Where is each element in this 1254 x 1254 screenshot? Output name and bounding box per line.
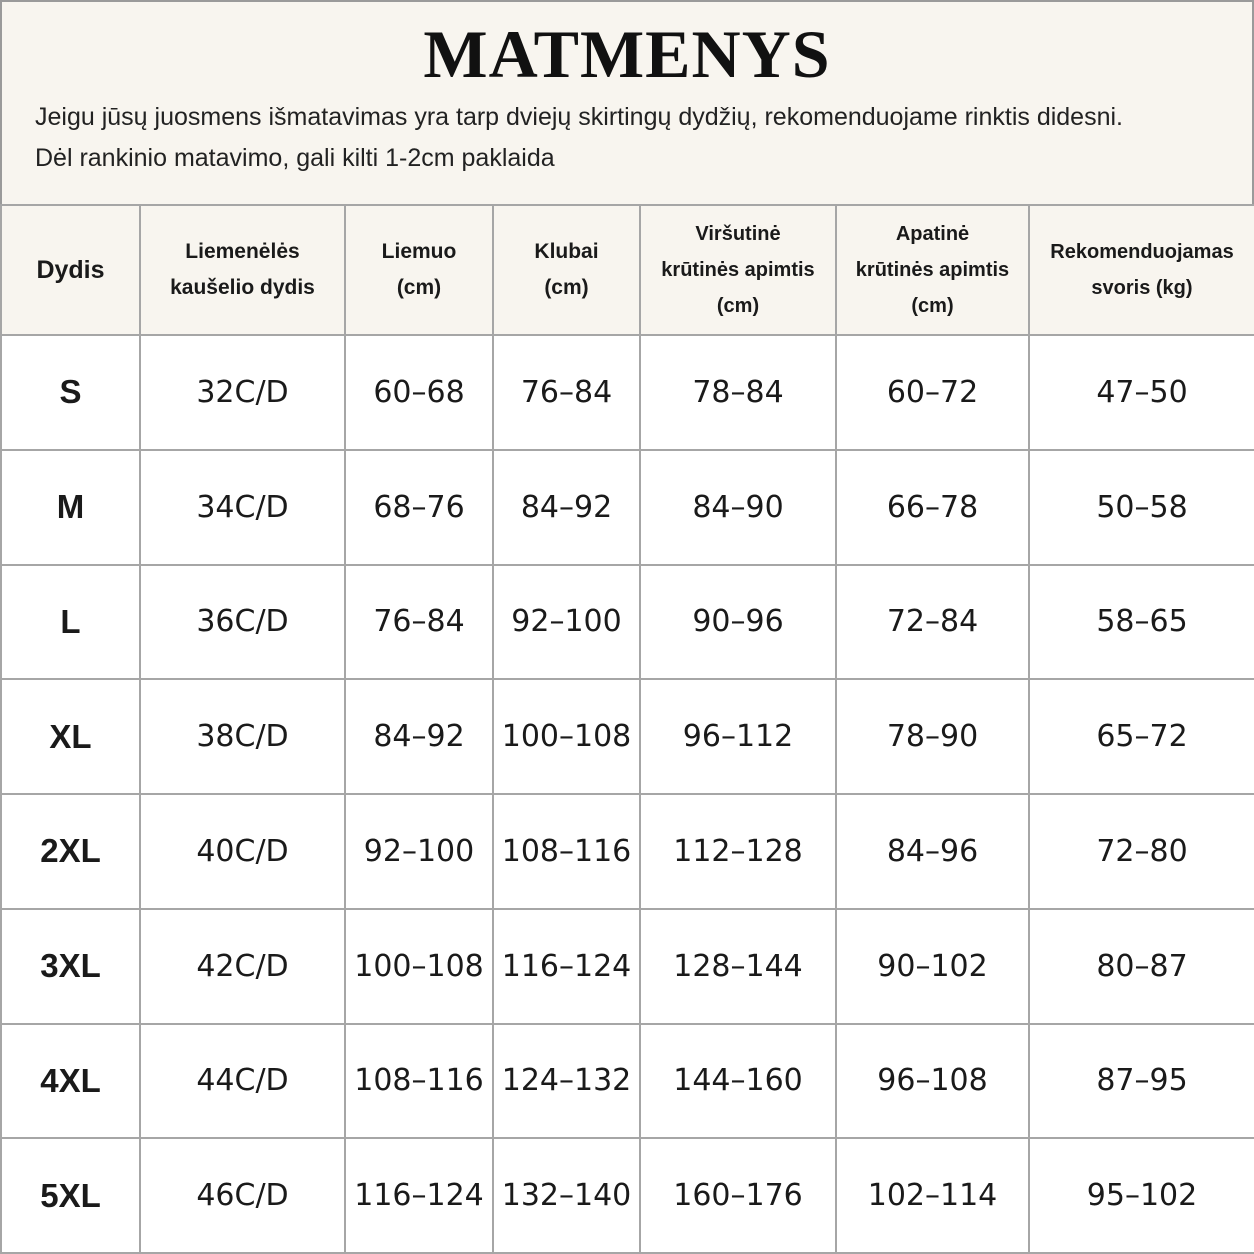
cell-waist: 116–124 (345, 1138, 493, 1253)
table-row (1, 794, 1254, 909)
cell-upper-bust: 78–84 (640, 335, 836, 450)
cell-size: 5XL (1, 1138, 140, 1253)
table-body (1, 335, 1254, 1253)
cell-weight: 65–72 (1029, 679, 1254, 794)
cell-size: 3XL (1, 909, 140, 1024)
table-header-row (1, 205, 1254, 335)
size-table (0, 204, 1254, 1254)
cell-weight: 95–102 (1029, 1138, 1254, 1253)
page-title: MATMENYS (423, 16, 831, 92)
cell-cup-size: 40C/D (140, 794, 345, 909)
table-row (1, 565, 1254, 680)
column-header-size: Dydis (1, 205, 140, 335)
table-row (1, 1138, 1254, 1253)
cell-cup-size: 34C/D (140, 450, 345, 565)
cell-cup-size: 36C/D (140, 565, 345, 680)
cell-hips: 108–116 (493, 794, 640, 909)
cell-hips: 132–140 (493, 1138, 640, 1253)
cell-under-bust: 78–90 (836, 679, 1029, 794)
cell-weight: 80–87 (1029, 909, 1254, 1024)
cell-size: 4XL (1, 1024, 140, 1139)
cell-under-bust: 72–84 (836, 565, 1029, 680)
table-row (1, 909, 1254, 1024)
cell-hips: 100–108 (493, 679, 640, 794)
size-advice-note: Jeigu jūsų juosmens išmatavimas yra tarp dviejų skirtingų dydžių, rekomenduojame rinktis didesni. (35, 103, 1123, 131)
cell-under-bust: 96–108 (836, 1024, 1029, 1139)
cell-size: XL (1, 679, 140, 794)
cell-upper-bust: 144–160 (640, 1024, 836, 1139)
column-header-weight: Rekomenduojamas svoris (kg) (1029, 205, 1254, 335)
cell-under-bust: 90–102 (836, 909, 1029, 1024)
cell-cup-size: 38C/D (140, 679, 345, 794)
cell-waist: 84–92 (345, 679, 493, 794)
column-header-cup-size: Liemenėlės kaušelio dydis (140, 205, 345, 335)
cell-upper-bust: 160–176 (640, 1138, 836, 1253)
cell-hips: 124–132 (493, 1024, 640, 1139)
cell-cup-size: 44C/D (140, 1024, 345, 1139)
cell-waist: 100–108 (345, 909, 493, 1024)
table-row (1, 450, 1254, 565)
cell-upper-bust: 112–128 (640, 794, 836, 909)
cell-cup-size: 32C/D (140, 335, 345, 450)
cell-upper-bust: 90–96 (640, 565, 836, 680)
column-header-waist: Liemuo (cm) (345, 205, 493, 335)
cell-under-bust: 66–78 (836, 450, 1029, 565)
cell-hips: 76–84 (493, 335, 640, 450)
table-row (1, 1024, 1254, 1139)
cell-upper-bust: 96–112 (640, 679, 836, 794)
cell-weight: 50–58 (1029, 450, 1254, 565)
cell-size: S (1, 335, 140, 450)
column-header-under-bust: Apatinė krūtinės apimtis (cm) (836, 205, 1029, 335)
cell-under-bust: 60–72 (836, 335, 1029, 450)
cell-weight: 87–95 (1029, 1024, 1254, 1139)
cell-weight: 47–50 (1029, 335, 1254, 450)
cell-under-bust: 102–114 (836, 1138, 1029, 1253)
cell-upper-bust: 84–90 (640, 450, 836, 565)
cell-weight: 58–65 (1029, 565, 1254, 680)
table-row (1, 335, 1254, 450)
measurement-tolerance-note: Dėl rankinio matavimo, gali kilti 1-2cm paklaida (35, 144, 555, 172)
cell-size: L (1, 565, 140, 680)
cell-weight: 72–80 (1029, 794, 1254, 909)
size-chart-header (0, 0, 1254, 204)
cell-hips: 92–100 (493, 565, 640, 680)
cell-cup-size: 46C/D (140, 1138, 345, 1253)
cell-under-bust: 84–96 (836, 794, 1029, 909)
cell-size: 2XL (1, 794, 140, 909)
cell-waist: 60–68 (345, 335, 493, 450)
table-row (1, 679, 1254, 794)
column-header-upper-bust: Viršutinė krūtinės apimtis (cm) (640, 205, 836, 335)
cell-waist: 108–116 (345, 1024, 493, 1139)
cell-waist: 92–100 (345, 794, 493, 909)
cell-hips: 116–124 (493, 909, 640, 1024)
cell-cup-size: 42C/D (140, 909, 345, 1024)
cell-hips: 84–92 (493, 450, 640, 565)
cell-waist: 76–84 (345, 565, 493, 680)
cell-size: M (1, 450, 140, 565)
column-header-hips: Klubai (cm) (493, 205, 640, 335)
cell-waist: 68–76 (345, 450, 493, 565)
cell-upper-bust: 128–144 (640, 909, 836, 1024)
